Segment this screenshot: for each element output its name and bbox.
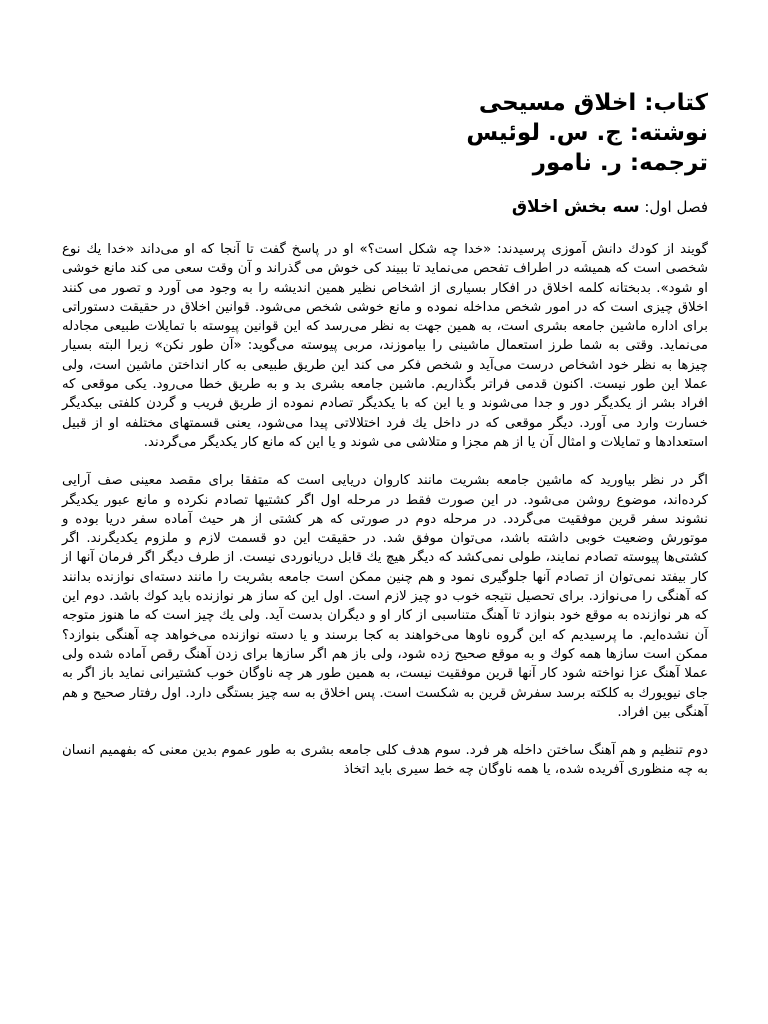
paragraph-1: گویند از کودك دانش آموزی پرسیدند: «خدا چه شکل است؟» او در پاسخ گفت تا آنجا که او می‌داند «خدا یك نوع شخصی است که همیشه در اطراف تفحص می‌نماید تا ببیند کی خوش می گذراند و آن وقت سعی می کند مانع خوشی او شود». بدبختانه کلمه اخلاق در افکار بسیاری از اشخاص نظیر همین اندیشه را به وجود می آورد و تصور می کنند اخلاق چیزی است که در امور شخص مداخله نموده و مانع خوشی شخص می‌شود. قوانین اخلاق در حقیقت دستوراتی برای اداره ماشین جامعه بشری است، به همین جهت به نظر می‌رسد که این قوانین پیوسته با تمایلات طبیعی مجادله می‌نماید. وقتی به شما طرز استعمال ماشینی را بیاموزند، مربی پیوسته می‌گوید: «آن طور نکن» زیرا البته بسیار چیزها به نظر خود اشخاص درست می‌آید و شخص فکر می کند این طریق طبیعی به کار انداختن ماشین است، ولی عملا این طور نیست. اکنون قدمی فراتر بگذاریم. ماشین جامعه بشری بد و به طریق خطا می‌رود. یکی موقعی که افراد بشر از یکدیگر دور و جدا می‌شوند و یا این که با یکدیگر تصادم نموده از طریق فریب و گردن کلفتی بیکدیگر خسارت وارد می آورد. دیگر موقعی که در داخل یك فرد اختلالاتی پیدا می‌شود، یعنی قسمتهای مختلفه او از قبیل استعدادها و تمایلات و امثال آن یا از هم مجزا و متلاشی می شوند و یا این که مانع کار یکدیگر می‌گردند. [62,242,708,450]
translator-line: ترجمه: ر. نامور [532,150,708,176]
author-line: نوشته: ج. س. لوئیس [466,120,708,146]
chapter-heading [62,196,708,218]
title-block [62,88,708,178]
paragraph-2: اگر در نظر بیاورید که ماشین جامعه بشریت مانند کاروان دریایی است که متفقا برای مقصد معینی صف آرایی کرده‌اند، موضوع روشن می‌شود. در این صورت فقط در مرحله اول اگر کشتیها تصادم نکرده و مانع عبور یکدیگر نشوند سفر قرین موفقیت می‌گردد. در مرحله دوم در صورتی که هر کشتی از هر حیث آماده سفر دریا بوده و موتورش وضعیت خوبی داشته باشد، می‌توان موفق شد. در حقیقت این دو قسمت لازم و ملزوم یکدیگرند. اگر کشتی‌ها پیوسته تصادم نمایند، طولی نمی‌کشد که دیگر هیچ یك قابل دریانوردی نیست. از طرف دیگر اگر فرمان آنها از کار بیفتد نمی‌توان از تصادم آنها جلوگیری نمود و هم چنین ممکن است جامعه بشریت را مانند دسته‌ای نوازنده بدانند که آهنگی را می‌نوازد. برای تحصیل نتیجه خوب دو چیز لازم است. اول این که ساز هر نوازنده باید کوك باشد. دوم این که هر نوازنده به موقع خود بنوازد تا آهنگ متناسبی از کار او و دیگران بدست آید. ولی یك چیز است که ما هنوز متوجه آن نشده‌ایم. ما پرسیدیم که این گروه ناوها می‌خواهند به کجا برسند و یا دسته نوازنده می‌خواهد چه آهنگی بنوازد؟ ممکن است سازها همه کوك و به موقع صحیح زده شود، ولی باز هم اگر سازها برای زدن آهنگ رقص آماده شده ولی عملا آهنگ عزا نواخته شود کار آنها قرین موفقیت نیست، به همین طور هر چه ناوگان خوب کشتیرانی نماید باز اگر به جای نیویورك به کلکته برسد سفرش قرین به شکست است. پس اخلاق به سه چیز بستگی دارد. اول رفتار صحیح و هم آهنگی بین افراد. [62,473,708,720]
book-title: کتاب: اخلاق مسیحی [478,90,708,116]
chapter-name: سه بخش اخلاق [511,197,640,217]
chapter-label: فصل اول: [639,198,708,216]
paragraph-3: دوم تنظیم و هم آهنگ ساختن داخله هر فرد. سوم هدف کلی جامعه بشری به طور عموم بدین معنی که بفهمیم انسان به چه منظوری آفریده شده، یا همه ناوگان چه خط سیری باید اتخاذ [62,743,708,778]
